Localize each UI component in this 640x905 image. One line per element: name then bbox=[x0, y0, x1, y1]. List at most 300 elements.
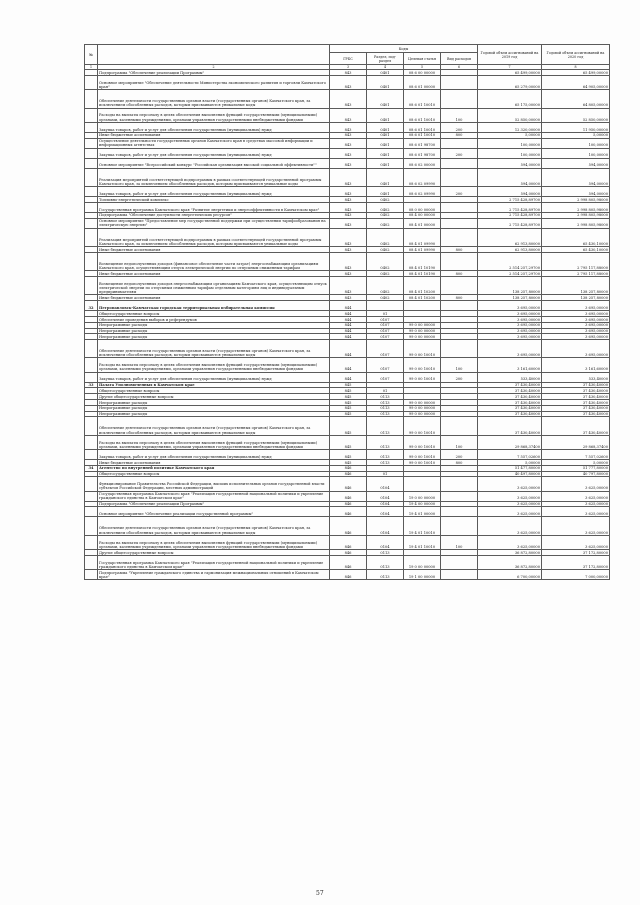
table-row bbox=[85, 535, 610, 549]
row-expense-type: 100 bbox=[441, 358, 478, 372]
row-volume-2020: 594,00000 bbox=[542, 186, 610, 196]
row-target-article: 19 4 01 00000 bbox=[404, 507, 441, 517]
row-grbs: 845 bbox=[330, 411, 367, 417]
row-razdel: 0402 bbox=[367, 295, 404, 301]
row-name: Подпрограмма "Обеспечение реализации Программы" bbox=[98, 70, 330, 76]
row-razdel: 0113 bbox=[367, 569, 404, 579]
row-number bbox=[85, 168, 98, 186]
row-name: Подпрограмма "Обеспечение реализации Программы" bbox=[98, 501, 330, 507]
row-target-article: 08 6 00 00000 bbox=[404, 70, 441, 76]
table-row bbox=[85, 340, 610, 358]
row-name: Обеспечение деятельности государственных органов власти (государственных органов) Камчатского края, за исключением обособленных расходов, которым присваиваются уникальные коды bbox=[98, 417, 330, 435]
column-number: 3 bbox=[330, 65, 367, 70]
row-volume-2019: 594,00000 bbox=[478, 168, 542, 186]
row-target-article bbox=[404, 477, 441, 491]
row-razdel: 0113 bbox=[367, 400, 404, 406]
row-number bbox=[85, 218, 98, 228]
row-volume-2020: 52 850,00000 bbox=[542, 108, 610, 122]
row-target-article: 99 0 00 10010 bbox=[404, 372, 441, 382]
row-expense-type: 800 bbox=[441, 271, 478, 277]
row-name: Реализация мероприятий соответствующей подпрограммы в рамках соответствующей государственной программы Камчатского края, за исключением обособленных расходов, которым присваиваются уникальные коды bbox=[98, 168, 330, 186]
table-header-row bbox=[85, 45, 610, 53]
row-name: Расходы на выплаты персоналу в целях обеспечения выполнения функций государственными (муниципальными) органами, казенными учреждениями, органами управления государственными внебюджетными фондами bbox=[98, 108, 330, 122]
header-volume-2019: Годовой объем ассигнований на 2019 год bbox=[478, 45, 542, 65]
table-row bbox=[85, 382, 610, 388]
table-row bbox=[85, 158, 610, 168]
row-name: Общегосударственные вопросы bbox=[98, 471, 330, 477]
row-volume-2020: 11 950,00000 bbox=[542, 122, 610, 132]
row-name: Обеспечение деятельности государственных органов власти (государственных органов) Камчатского края, за исключением обособленных расходов, которым присваиваются уникальные коды bbox=[98, 340, 330, 358]
table-row bbox=[85, 252, 610, 270]
row-name: Непрограммные расходы bbox=[98, 405, 330, 411]
row-number bbox=[85, 90, 98, 108]
header-number: № bbox=[85, 45, 98, 65]
row-name: Осуществление деятельности государственных органов Камчатского края в средствах массовой информации и информационных агентствах bbox=[98, 138, 330, 148]
row-razdel: 0104 bbox=[367, 491, 404, 501]
row-expense-type: 100 bbox=[441, 108, 478, 122]
row-volume-2020: 64 905,00000 bbox=[542, 76, 610, 90]
row-target-article: 08 6 01 98700 bbox=[404, 148, 441, 158]
row-razdel: 0113 bbox=[367, 411, 404, 417]
row-volume-2019: 37 430,40000 bbox=[478, 394, 542, 400]
row-volume-2020: 40 797,80000 bbox=[542, 471, 610, 477]
row-grbs: 846 bbox=[330, 501, 367, 507]
row-volume-2020: 100,00000 bbox=[542, 148, 610, 158]
column-number: 4 bbox=[367, 65, 404, 70]
row-volume-2020: 29 868,37400 bbox=[542, 435, 610, 449]
row-target-article: 19 4 01 10010 bbox=[404, 535, 441, 549]
row-target-article: 08 4 01 10200 bbox=[404, 276, 441, 294]
row-razdel: 0113 bbox=[367, 549, 404, 555]
row-expense-type bbox=[441, 228, 478, 246]
row-grbs: 843 bbox=[330, 132, 367, 138]
row-volume-2019: 3 695,00000 bbox=[478, 301, 542, 311]
row-number bbox=[85, 417, 98, 435]
table-row bbox=[85, 202, 610, 212]
row-volume-2020: 100,00000 bbox=[542, 138, 610, 148]
row-razdel: 0113 bbox=[367, 460, 404, 466]
row-volume-2020: 64 805,00000 bbox=[542, 90, 610, 108]
row-number bbox=[85, 450, 98, 460]
row-volume-2019: 100,00000 bbox=[478, 148, 542, 158]
row-expense-type bbox=[441, 340, 478, 358]
row-target-article: 08 6 02 09990 bbox=[404, 168, 441, 186]
row-volume-2019: 12 320,00000 bbox=[478, 122, 542, 132]
row-grbs: 843 bbox=[330, 70, 367, 76]
row-grbs: 843 bbox=[330, 158, 367, 168]
row-name: Подпрограмма "Укрепление гражданского единства и гармонизация межнациональных отношений в Камчатском крае" bbox=[98, 569, 330, 579]
row-name: Государственная программа Камчатского края "Развитие энергетики и энергоэффективности в Камчатском крае" bbox=[98, 202, 330, 212]
row-target-article: 08 6 01 98700 bbox=[404, 138, 441, 148]
row-name: Агентство по внутренней политике Камчатского края bbox=[98, 465, 330, 471]
row-razdel: 0104 bbox=[367, 477, 404, 491]
row-name: Палата Уполномоченных в Камчатском крае bbox=[98, 382, 330, 388]
row-number bbox=[85, 186, 98, 196]
row-volume-2019: 2 715 428,89700 bbox=[478, 202, 542, 212]
row-name: Расходы на выплаты персоналу в целях обеспечения выполнения функций государственными (муниципальными) органами, казенными учреждениями, органами управления государственными внебюджетными фондами bbox=[98, 435, 330, 449]
table-row bbox=[85, 301, 610, 311]
row-volume-2020: 3 695,00000 bbox=[542, 340, 610, 358]
row-volume-2019: 29 868,37400 bbox=[478, 435, 542, 449]
row-volume-2020: 2 998 805,98000 bbox=[542, 196, 610, 202]
row-number bbox=[85, 555, 98, 569]
row-expense-type: 200 bbox=[441, 450, 478, 460]
table-row bbox=[85, 122, 610, 132]
row-volume-2019: 62 913,80000 bbox=[478, 228, 542, 246]
table-row bbox=[85, 186, 610, 196]
row-volume-2020: 37 430,40000 bbox=[542, 405, 610, 411]
row-target-article: 99 0 00 10010 bbox=[404, 417, 441, 435]
row-target-article: 08 6 01 10010 bbox=[404, 108, 441, 122]
row-volume-2020: 37 430,40000 bbox=[542, 388, 610, 394]
row-razdel: 0401 bbox=[367, 168, 404, 186]
row-name: Государственная программа Камчатского края "Реализация государственной национальной политики и укрепление гражданского единства в Камчатском крае" bbox=[98, 491, 330, 501]
row-volume-2019: 100,00000 bbox=[478, 138, 542, 148]
budget-table bbox=[84, 44, 610, 580]
table-row bbox=[85, 316, 610, 322]
column-number: 6 bbox=[441, 65, 478, 70]
column-number: 5 bbox=[404, 65, 441, 70]
table-row bbox=[85, 517, 610, 535]
row-number: 32 bbox=[85, 301, 98, 311]
row-volume-2019: 3 625,00000 bbox=[478, 477, 542, 491]
row-razdel: 0107 bbox=[367, 358, 404, 372]
row-grbs: 845 bbox=[330, 435, 367, 449]
row-grbs: 846 bbox=[330, 549, 367, 555]
row-grbs: 843 bbox=[330, 246, 367, 252]
row-number: 33 bbox=[85, 382, 98, 388]
row-razdel: 0104 bbox=[367, 507, 404, 517]
row-target-article: 08 6 01 10010 bbox=[404, 122, 441, 132]
row-volume-2020: 2 998 805,98000 bbox=[542, 212, 610, 218]
row-volume-2020: 3 625,00000 bbox=[542, 535, 610, 549]
row-expense-type bbox=[441, 168, 478, 186]
row-razdel: 0401 bbox=[367, 158, 404, 168]
row-grbs: 843 bbox=[330, 148, 367, 158]
row-grbs: 845 bbox=[330, 394, 367, 400]
row-volume-2019: 37 430,40000 bbox=[478, 382, 542, 388]
row-volume-2020: 2 795 117,88000 bbox=[542, 271, 610, 277]
row-number bbox=[85, 252, 98, 270]
table-row bbox=[85, 358, 610, 372]
row-grbs: 843 bbox=[330, 196, 367, 202]
row-grbs: 843 bbox=[330, 218, 367, 228]
page-number: 57 bbox=[316, 890, 324, 897]
row-name: Общегосударственные вопросы bbox=[98, 311, 330, 317]
row-grbs: 845 bbox=[330, 400, 367, 406]
row-number bbox=[85, 202, 98, 212]
row-grbs: 844 bbox=[330, 328, 367, 334]
row-target-article: 19 1 00 00000 bbox=[404, 569, 441, 579]
row-number bbox=[85, 372, 98, 382]
row-name: Другие общегосударственные вопросы bbox=[98, 549, 330, 555]
row-volume-2020: 37 430,40000 bbox=[542, 394, 610, 400]
row-razdel: 0402 bbox=[367, 228, 404, 246]
column-number: 2 bbox=[98, 65, 330, 70]
row-razdel: 0104 bbox=[367, 517, 404, 535]
row-number bbox=[85, 477, 98, 491]
row-razdel: 0113 bbox=[367, 555, 404, 569]
row-razdel: 0401 bbox=[367, 122, 404, 132]
row-volume-2020: 2 998 805,98000 bbox=[542, 218, 610, 228]
row-grbs: 846 bbox=[330, 477, 367, 491]
row-volume-2019: 62 913,80000 bbox=[478, 246, 542, 252]
row-razdel: 0107 bbox=[367, 322, 404, 328]
row-target-article: 08 6 01 10010 bbox=[404, 90, 441, 108]
header-name bbox=[98, 45, 330, 65]
row-razdel bbox=[367, 301, 404, 311]
row-grbs: 846 bbox=[330, 507, 367, 517]
table-row bbox=[85, 138, 610, 148]
row-volume-2020: 138 257,80000 bbox=[542, 295, 610, 301]
row-name: Обеспечение деятельности государственных органов власти (государственных органов) Камчатского края, за исключением обособленных расходов, которым присваиваются уникальные коды bbox=[98, 517, 330, 535]
row-volume-2020: 7 000,00000 bbox=[542, 569, 610, 579]
table-row bbox=[85, 465, 610, 471]
row-volume-2020: 65 430,10000 bbox=[542, 246, 610, 252]
row-number bbox=[85, 340, 98, 358]
row-grbs: 843 bbox=[330, 108, 367, 122]
row-grbs: 843 bbox=[330, 122, 367, 132]
row-volume-2020: 3 695,00000 bbox=[542, 301, 610, 311]
row-volume-2019: 3 695,00000 bbox=[478, 322, 542, 328]
row-volume-2020: 3 695,00000 bbox=[542, 311, 610, 317]
row-target-article: 99 0 00 00000 bbox=[404, 400, 441, 406]
table-row bbox=[85, 549, 610, 555]
row-name: Подпрограмма "Обеспечение доступности энергетических ресурсов" bbox=[98, 212, 330, 218]
row-volume-2020: 533,40000 bbox=[542, 372, 610, 382]
row-volume-2019: 65 175,00000 bbox=[478, 90, 542, 108]
row-volume-2019: 37 430,40000 bbox=[478, 405, 542, 411]
row-name: Непрограммные расходы bbox=[98, 334, 330, 340]
table-row bbox=[85, 218, 610, 228]
row-volume-2019: 3 625,00000 bbox=[478, 491, 542, 501]
row-name: Обеспечение деятельности государственных органов власти (государственных органов) Камчатского края, за исключением обособленных расходов, которым присваиваются уникальные коды bbox=[98, 90, 330, 108]
row-volume-2020: 3 625,00000 bbox=[542, 517, 610, 535]
row-expense-type: 800 bbox=[441, 460, 478, 466]
row-volume-2020: 3 625,00000 bbox=[542, 477, 610, 491]
row-volume-2019: 3 695,00000 bbox=[478, 328, 542, 334]
row-razdel: 0402 bbox=[367, 246, 404, 252]
row-volume-2019: 138 257,80000 bbox=[478, 276, 542, 294]
row-volume-2019: 52 850,00000 bbox=[478, 108, 542, 122]
row-target-article: 08 4 01 10200 bbox=[404, 295, 441, 301]
table-row bbox=[85, 569, 610, 579]
row-name: Закупка товаров, работ и услуг для обеспечения государственных (муниципальных) нужд bbox=[98, 122, 330, 132]
header-target-article: Целевая статья bbox=[404, 53, 441, 65]
table-row bbox=[85, 501, 610, 507]
row-razdel: 0401 bbox=[367, 132, 404, 138]
row-volume-2019: 138 257,80000 bbox=[478, 295, 542, 301]
row-razdel: 0113 bbox=[367, 435, 404, 449]
row-volume-2020: 2 998 805,98000 bbox=[542, 202, 610, 212]
row-volume-2019: 3 625,00000 bbox=[478, 517, 542, 535]
row-target-article: 08 6 02 00000 bbox=[404, 158, 441, 168]
header-volume-2020: Годовой объем ассигнований на 2020 год bbox=[542, 45, 610, 65]
row-expense-type bbox=[441, 555, 478, 569]
row-number bbox=[85, 276, 98, 294]
row-name: Основное мероприятие "Обеспечение деятельности Министерства экономического развития и торговли Камчатского края" bbox=[98, 76, 330, 90]
row-razdel: 0107 bbox=[367, 316, 404, 322]
row-name: Петропавловск-Камчатская городская территориальная избирательная комиссия bbox=[98, 301, 330, 311]
row-razdel: 0104 bbox=[367, 535, 404, 549]
row-expense-type: 100 bbox=[441, 535, 478, 549]
row-volume-2020: 65 499,00000 bbox=[542, 70, 610, 76]
row-volume-2020: 3 695,00000 bbox=[542, 328, 610, 334]
row-expense-type bbox=[441, 491, 478, 501]
row-name: Основное мероприятие "Обеспечение реализации государственной программы" bbox=[98, 507, 330, 517]
row-target-article: 08 4 01 00000 bbox=[404, 218, 441, 228]
row-target-article: 99 0 00 10010 bbox=[404, 435, 441, 449]
row-grbs: 843 bbox=[330, 212, 367, 218]
row-volume-2020: 2 795 117,88000 bbox=[542, 252, 610, 270]
row-grbs: 846 bbox=[330, 535, 367, 549]
row-number: 34 bbox=[85, 465, 98, 471]
row-name: Закупка товаров, работ и услуг для обеспечения государственных (муниципальных) нужд bbox=[98, 450, 330, 460]
row-number bbox=[85, 158, 98, 168]
row-grbs: 844 bbox=[330, 322, 367, 328]
row-expense-type: 100 bbox=[441, 435, 478, 449]
row-expense-type: 800 bbox=[441, 295, 478, 301]
row-target-article bbox=[404, 301, 441, 311]
row-number bbox=[85, 507, 98, 517]
row-expense-type bbox=[441, 252, 478, 270]
row-expense-type: 200 bbox=[441, 186, 478, 196]
row-expense-type bbox=[441, 218, 478, 228]
row-grbs: 845 bbox=[330, 405, 367, 411]
row-number bbox=[85, 535, 98, 549]
row-expense-type bbox=[441, 517, 478, 535]
row-volume-2019: 36 872,80000 bbox=[478, 555, 542, 569]
row-volume-2019: 65 499,00000 bbox=[478, 70, 542, 76]
row-razdel: 01 bbox=[367, 388, 404, 394]
row-volume-2020: 594,00000 bbox=[542, 168, 610, 186]
row-name: Основное мероприятие "Предоставление мер государственной поддержки при осуществлении тарифообразования на электрическую энергию" bbox=[98, 218, 330, 228]
row-grbs: 846 bbox=[330, 491, 367, 501]
row-name: Реализация мероприятий соответствующей подпрограммы в рамках соответствующей государственной программы Камчатского края, за исключением обособленных расходов, которым присваиваются уникальные коды bbox=[98, 228, 330, 246]
row-volume-2019: 3 695,00000 bbox=[478, 316, 542, 322]
row-volume-2019: 6 700,00000 bbox=[478, 569, 542, 579]
row-volume-2020: 3 695,00000 bbox=[542, 316, 610, 322]
row-razdel: 0401 bbox=[367, 90, 404, 108]
row-target-article: 99 0 00 10010 bbox=[404, 460, 441, 466]
row-grbs: 846 bbox=[330, 517, 367, 535]
header-expense-type: Вид расходов bbox=[441, 53, 478, 65]
row-expense-type bbox=[441, 76, 478, 90]
row-volume-2020: 37 172,80000 bbox=[542, 549, 610, 555]
header-razdel: Раздел, под-раздел bbox=[367, 53, 404, 65]
row-expense-type: 800 bbox=[441, 246, 478, 252]
row-volume-2019: 51 477,80000 bbox=[478, 465, 542, 471]
row-grbs: 845 bbox=[330, 388, 367, 394]
table-row bbox=[85, 212, 610, 218]
row-name: Закупка товаров, работ и услуг для обеспечения государственных (муниципальных) нужд bbox=[98, 186, 330, 196]
row-name: Государственная программа Камчатского края "Реализация государственной национальной политики и укрепление гражданского единства в Камчатском крае" bbox=[98, 555, 330, 569]
row-razdel: 0402 bbox=[367, 196, 404, 202]
row-number bbox=[85, 76, 98, 90]
row-name: Иные бюджетные ассигнования bbox=[98, 460, 330, 466]
row-razdel: 0104 bbox=[367, 501, 404, 507]
row-target-article: 08 4 01 09990 bbox=[404, 246, 441, 252]
row-grbs: 846 bbox=[330, 569, 367, 579]
row-razdel: 0107 bbox=[367, 328, 404, 334]
column-number: 1 bbox=[85, 65, 98, 70]
row-expense-type bbox=[441, 276, 478, 294]
row-volume-2019: 65 279,00000 bbox=[478, 76, 542, 90]
row-expense-type bbox=[441, 507, 478, 517]
row-volume-2020: 3 695,00000 bbox=[542, 334, 610, 340]
row-grbs: 843 bbox=[330, 76, 367, 90]
row-grbs: 843 bbox=[330, 295, 367, 301]
row-volume-2019: 533,40000 bbox=[478, 372, 542, 382]
row-target-article: 19 4 00 00000 bbox=[404, 501, 441, 507]
row-name: Иные бюджетные ассигнования bbox=[98, 295, 330, 301]
row-number bbox=[85, 491, 98, 501]
row-volume-2019: 3 625,00000 bbox=[478, 507, 542, 517]
row-target-article: 08 6 01 10010 bbox=[404, 132, 441, 138]
row-volume-2019: 2 715 428,89700 bbox=[478, 196, 542, 202]
row-volume-2019: 2 514 257,29700 bbox=[478, 252, 542, 270]
row-volume-2020: 65 430,10000 bbox=[542, 228, 610, 246]
row-volume-2020: 37 430,40000 bbox=[542, 400, 610, 406]
row-volume-2019: 37 430,40000 bbox=[478, 388, 542, 394]
row-target-article: 99 0 00 10010 bbox=[404, 340, 441, 358]
row-name: Функционирование Правительства Российской Федерации, высших исполнительных органов государственной власти субъектов Российской Федерации, местных администраций bbox=[98, 477, 330, 491]
row-target-article: 99 0 00 00000 bbox=[404, 334, 441, 340]
row-target-article: 19 0 00 00000 bbox=[404, 491, 441, 501]
row-grbs: 846 bbox=[330, 555, 367, 569]
row-razdel: 0402 bbox=[367, 271, 404, 277]
row-razdel: 0401 bbox=[367, 138, 404, 148]
row-grbs: 844 bbox=[330, 340, 367, 358]
row-volume-2020: 594,00000 bbox=[542, 158, 610, 168]
row-volume-2020: 3 695,00000 bbox=[542, 322, 610, 328]
row-target-article: 08 4 01 10190 bbox=[404, 252, 441, 270]
row-expense-type bbox=[441, 158, 478, 168]
row-target-article: 99 0 00 10010 bbox=[404, 450, 441, 460]
row-number bbox=[85, 138, 98, 148]
row-number bbox=[85, 435, 98, 449]
row-grbs: 845 bbox=[330, 382, 367, 388]
row-number bbox=[85, 108, 98, 122]
row-volume-2019: 37 430,40000 bbox=[478, 411, 542, 417]
row-grbs: 843 bbox=[330, 252, 367, 270]
row-grbs: 844 bbox=[330, 358, 367, 372]
row-grbs: 843 bbox=[330, 186, 367, 196]
row-target-article: 99 0 00 00000 bbox=[404, 405, 441, 411]
row-grbs: 843 bbox=[330, 271, 367, 277]
row-name: Непрограммные расходы bbox=[98, 322, 330, 328]
row-razdel: 0402 bbox=[367, 202, 404, 212]
row-volume-2020: 37 172,80000 bbox=[542, 555, 610, 569]
row-target-article: 99 0 00 10010 bbox=[404, 358, 441, 372]
row-name: Иные бюджетные ассигнования bbox=[98, 132, 330, 138]
row-grbs: 846 bbox=[330, 471, 367, 477]
row-razdel: 0113 bbox=[367, 450, 404, 460]
row-target-article: 08 6 01 00000 bbox=[404, 76, 441, 90]
row-volume-2019: 40 497,80000 bbox=[478, 471, 542, 477]
row-volume-2020: 138 257,80000 bbox=[542, 276, 610, 294]
row-expense-type: 200 bbox=[441, 122, 478, 132]
row-name: Возмещение недополученных доходов (финансовое обеспечение части затрат) энергоснабжающим организациям Камчатского края, осуществляющим отпуск электрической энергии по отпускным сниженным тарифам bbox=[98, 252, 330, 270]
row-name: Закупка товаров, работ и услуг для обеспечения государственных (муниципальных) нужд bbox=[98, 372, 330, 382]
row-volume-2019: 3 695,00000 bbox=[478, 334, 542, 340]
row-volume-2019: 3 695,00000 bbox=[478, 340, 542, 358]
table-row bbox=[85, 76, 610, 90]
table-row bbox=[85, 372, 610, 382]
row-razdel: 0107 bbox=[367, 334, 404, 340]
row-volume-2019: 5,00000 bbox=[478, 132, 542, 138]
header-grbs: ГРБС bbox=[330, 53, 367, 65]
